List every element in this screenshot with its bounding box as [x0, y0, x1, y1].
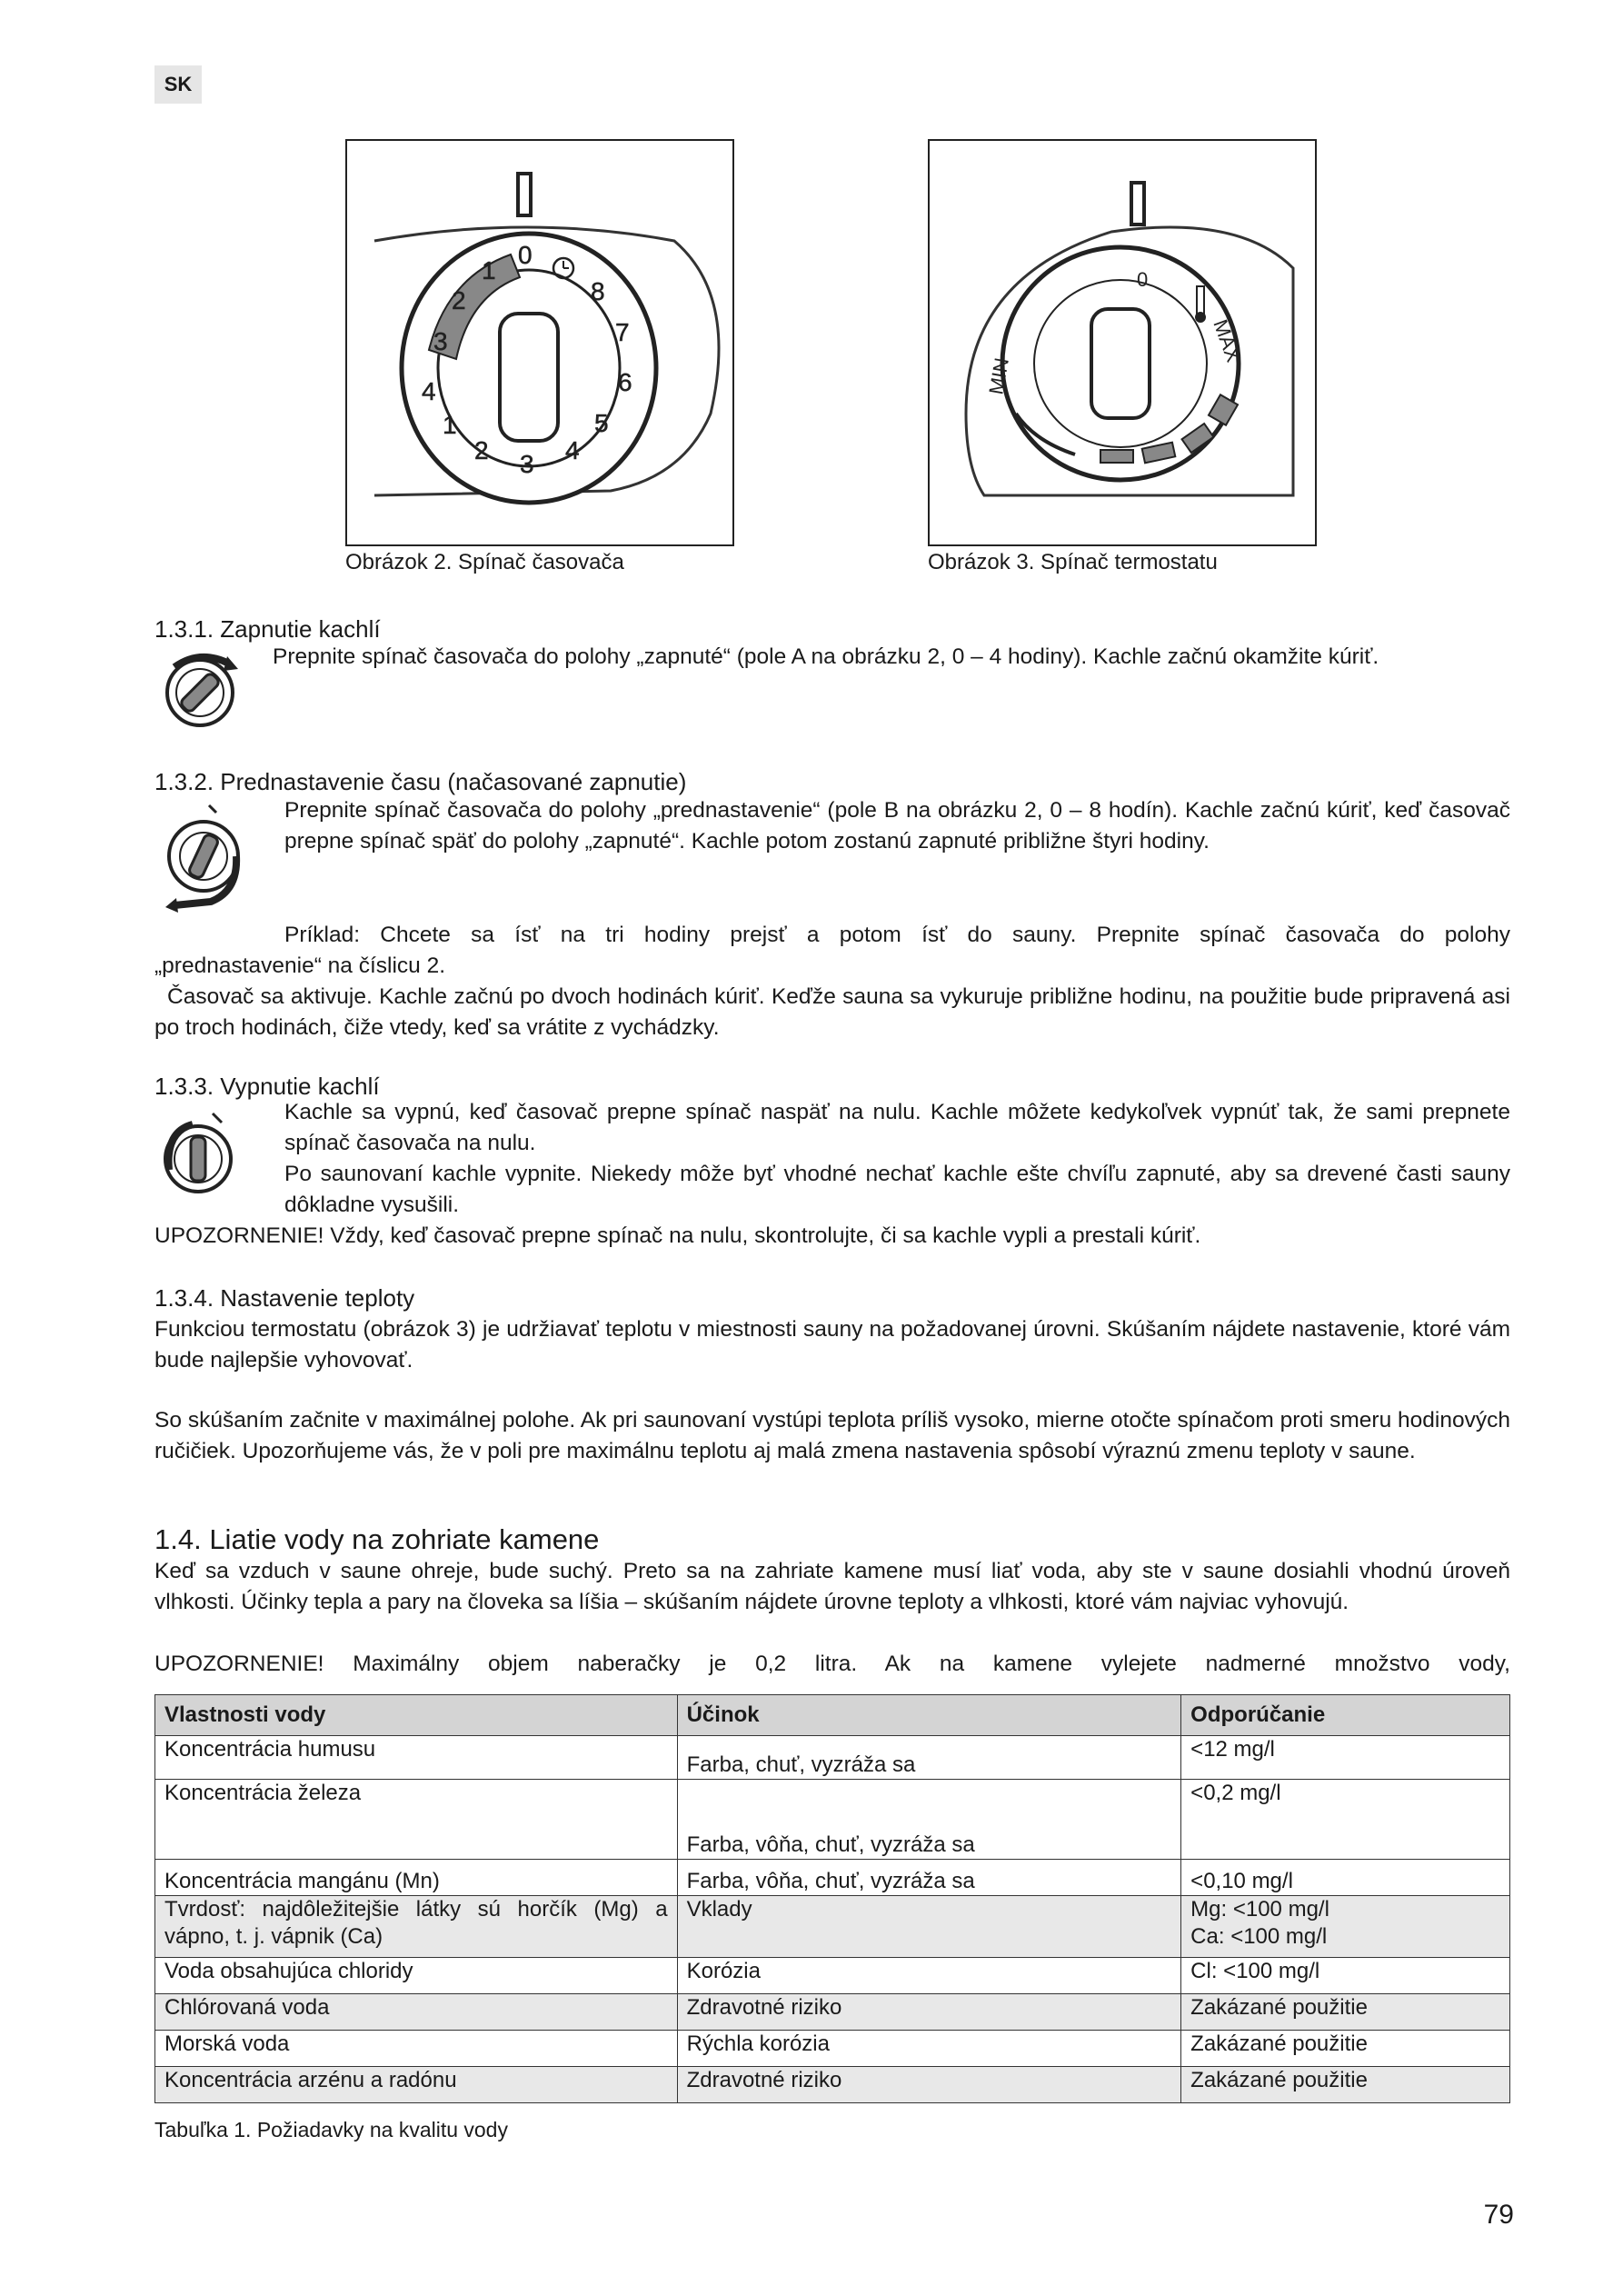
section-heading-131: 1.3.1. Zapnutie kachlí — [154, 615, 381, 643]
table-row — [155, 1958, 1510, 1994]
table-cell: Tvrdosť: najdôležitejšie látky sú horčík (Mg) a vápno, t. j. vápnik (Ca) — [155, 1896, 678, 1958]
table-cell: Rýchla korózia — [677, 2031, 1181, 2067]
switch-off-icon — [156, 1104, 247, 1204]
section-example-132-b: „prednastavenie“ na číslicu 2. — [154, 953, 446, 978]
table-cell: Zakázané použitie — [1181, 2031, 1510, 2067]
table-row — [155, 1780, 1510, 1860]
language-badge: SK — [154, 65, 202, 104]
dial-num: 8 — [591, 277, 605, 305]
dial-min-label: MIN — [984, 355, 1013, 396]
table-cell: Koncentrácia humusu — [155, 1736, 678, 1780]
switch-preset-icon — [156, 800, 256, 918]
section-heading-14: 1.4. Liatie vody na zohriate kamene — [154, 1523, 600, 1555]
dial-num: 1 — [482, 256, 496, 285]
table-header-cell: Účinok — [677, 1695, 1181, 1736]
figure-caption-thermostat: Obrázok 3. Spínač termostatu — [928, 550, 1218, 574]
section-heading-132: 1.3.2. Prednastavenie času (načasované zapnutie) — [154, 768, 687, 795]
section-heading-134: 1.3.4. Nastavenie teploty — [154, 1284, 415, 1312]
table-row — [155, 2067, 1510, 2103]
figure-timer-switch — [345, 139, 734, 546]
dial-num: 4 — [422, 377, 436, 405]
table-header-row — [155, 1695, 1510, 1736]
figure-thermostat-switch — [928, 139, 1317, 546]
section-heading-133: 1.3.3. Vypnutie kachlí — [154, 1073, 380, 1100]
table-cell: Farba, chuť, vyzráža sa — [677, 1736, 1181, 1780]
figure-caption-timer: Obrázok 2. Spínač časovača — [345, 550, 624, 574]
table-cell: Mg: <100 mg/l Ca: <100 mg/l — [1181, 1896, 1510, 1958]
dial-num: 0 — [518, 241, 533, 269]
dial-num: 5 — [594, 409, 609, 437]
section-text-132: Prepnite spínač časovača do polohy „prednastavenie“ (pole B na obrázku 2, 0 – 8 hodín). Kachle začnú kúriť, keď časovač prepne spínač späť do polohy „zapnuté“. Kachle potom zostanú zapnuté približne štyri hodiny. — [284, 798, 1510, 854]
thermostat-switch-icon — [930, 141, 1315, 544]
table-cell: Farba, vôňa, chuť, vyzráža sa — [677, 1860, 1181, 1896]
dial-zero: 0 — [1137, 268, 1149, 291]
dial-num: 3 — [520, 450, 534, 478]
table-cell: Zakázané použitie — [1181, 2067, 1510, 2103]
table-cell: Koncentrácia mangánu (Mn) — [155, 1860, 678, 1896]
table-cell: Zdravotné riziko — [677, 2067, 1181, 2103]
table-cell: Zakázané použitie — [1181, 1994, 1510, 2031]
table-row — [155, 1994, 1510, 2031]
section-text-131: Prepnite spínač časovača do polohy „zapnuté“ (pole A na obrázku 2, 0 – 4 hodiny). Kachle začnú okamžite kúriť. — [273, 644, 1379, 669]
table-cell: Koncentrácia železa — [155, 1780, 678, 1860]
section-text-14-b: UPOZORNENIE! Maximálny objem naberačky je 0,2 litra. Ak na kamene vylejete nadmerné množstvo vody, — [154, 1652, 1510, 1676]
switch-on-icon — [156, 645, 245, 734]
dial-num: 2 — [452, 286, 466, 314]
table-cell: <12 mg/l — [1181, 1736, 1510, 1780]
dial-num: 2 — [474, 436, 489, 464]
table-cell: Farba, vôňa, chuť, vyzráža sa — [677, 1780, 1181, 1860]
section-text-134-b: So skúšaním začnite v maximálnej polohe. Ak pri saunovaní vystúpi teplota príliš vysoko, mierne otočte spínačom proti smeru hodinových ručičiek. Upozorňujeme vás, že v poli pre maximálnu teplotu aj malá zmena nastavenia spôsobí výraznú zmenu teploty v saune. — [154, 1408, 1510, 1463]
table-cell: Koncentrácia arzénu a radónu — [155, 2067, 678, 2103]
table-row — [155, 1896, 1510, 1958]
section-text-134-a: Funkciou termostatu (obrázok 3) je udržiavať teplotu v miestnosti sauny na požadovanej úrovni. Skúšaním nájdete nastavenie, ktoré vám bude najlepšie vyhovovať. — [154, 1317, 1510, 1373]
timer-switch-icon — [347, 141, 732, 544]
page-number: 79 — [1483, 2200, 1514, 2230]
table-header-cell: Vlastnosti vody — [155, 1695, 678, 1736]
table-cell: Zdravotné riziko — [677, 1994, 1181, 2031]
dial-num: 3 — [433, 327, 448, 355]
water-quality-table — [154, 1694, 1510, 2103]
table-cell: Vklady — [677, 1896, 1181, 1958]
dial-num: 4 — [565, 436, 580, 464]
dial-num: 1 — [443, 411, 457, 439]
table-cell: Morská voda — [155, 2031, 678, 2067]
dial-max-label: MAX — [1209, 316, 1246, 365]
table-row — [155, 1736, 1510, 1780]
section-text-133-a: Kachle sa vypnú, keď časovač prepne spínač naspäť na nulu. Kachle môžete kedykoľvek vypnúť tak, že sami prepnete spínač časovača na nulu. — [284, 1100, 1510, 1155]
table-cell: <0,10 mg/l — [1181, 1860, 1510, 1896]
table-row — [155, 2031, 1510, 2067]
table-cell: Chlórovaná voda — [155, 1994, 678, 2031]
section-warning-133: UPOZORNENIE! Vždy, keď časovač prepne spínač na nulu, skontrolujte, či sa kachle vypli a prestali kúriť. — [154, 1223, 1201, 1248]
section-example-132-a: Príklad: Chcete sa ísť na tri hodiny prejsť a potom ísť do sauny. Prepnite spínač časovača do polohy — [284, 923, 1510, 947]
dial-num: 6 — [618, 368, 632, 396]
section-text-14-a: Keď sa vzduch v saune ohreje, bude suchý. Preto sa na zahriate kamene musí liať voda, aby ste v saune dosiahli vhodnú úroveň vlhkosti. Účinky tepla a pary na človeka sa líšia – skúšaním nájdete úrovne teploty a vlhkosti, ktoré vám najviac vyhovujú. — [154, 1559, 1510, 1614]
section-text-133-b: Po saunovaní kachle vypnite. Niekedy môže byť vhodné nechať kachle ešte chvíľu zapnuté, aby sa drevené časti sauny dôkladne vysušili. — [284, 1162, 1510, 1217]
table-cell: <0,2 mg/l — [1181, 1780, 1510, 1860]
section-example-132-c: Časovač sa aktivuje. Kachle začnú po dvoch hodinách kúriť. Keďže sauna sa vykuruje približne hodinu, na použitie bude pripravená asi po troch hodinách, čiže vtedy, keď sa vrátite z vychádzky. — [154, 984, 1510, 1040]
dial-num: 7 — [615, 318, 630, 346]
table-cell: Voda obsahujúca chloridy — [155, 1958, 678, 1994]
table-row — [155, 1860, 1510, 1896]
table-caption: Tabuľka 1. Požiadavky na kvalitu vody — [154, 2118, 508, 2141]
table-cell: Cl: <100 mg/l — [1181, 1958, 1510, 1994]
table-cell: Korózia — [677, 1958, 1181, 1994]
table-header-cell: Odporúčanie — [1181, 1695, 1510, 1736]
